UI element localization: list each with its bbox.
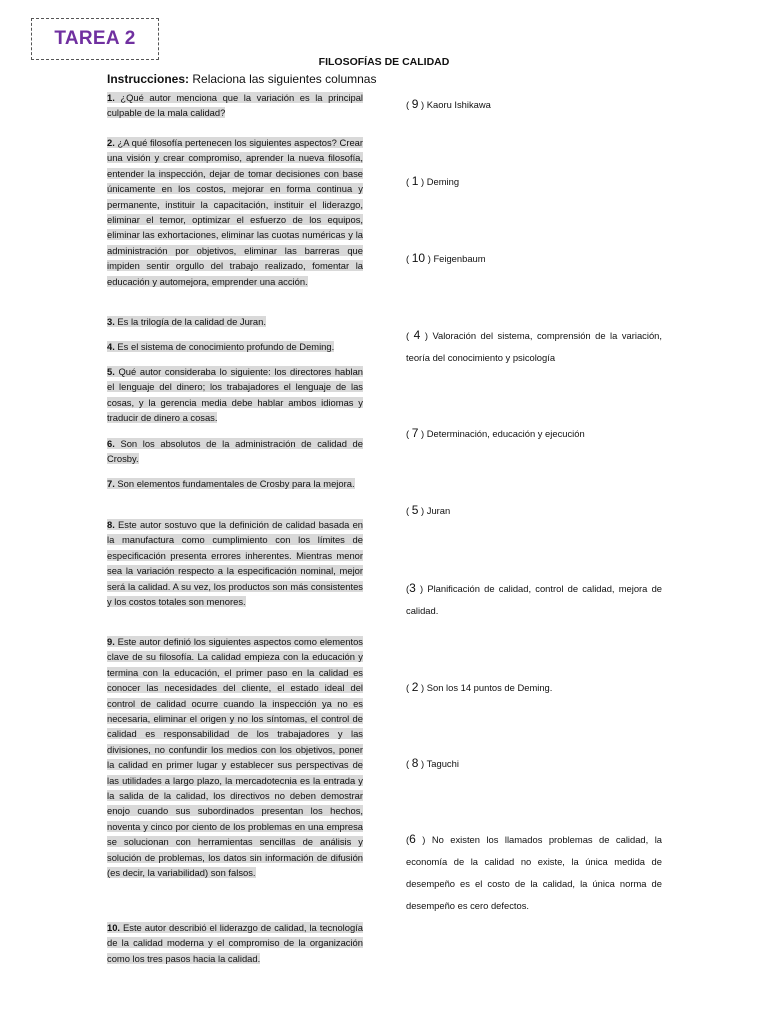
answer-10 xyxy=(406,828,662,917)
answer-paren-open: ( xyxy=(406,583,410,594)
question-8 xyxy=(107,517,363,609)
answer-7 xyxy=(406,577,662,622)
question-text: Son elementos fundamentales de Crosby para la mejora. xyxy=(114,478,355,489)
answer-paren-close: ) xyxy=(418,176,427,187)
answer-3 xyxy=(406,247,662,270)
answer-5 xyxy=(406,422,662,445)
answer-number: 2 xyxy=(411,680,419,694)
answer-text: Taguchi xyxy=(426,758,459,769)
answer-paren-close: ) xyxy=(418,99,427,110)
question-text: Este autor describió el liderazgo de calidad, la tecnología de la calidad moderna y el compromiso de la organización como los tres pasos hacia la calidad. xyxy=(107,922,363,964)
question-number: 8. xyxy=(107,519,115,530)
question-text: Este autor sostuvo que la definición de calidad basada en la manufactura como cumplimiento con los límites de especificación presenta errores inherentes. Mientras menor sea la variación respecto a la especificación nominal, mejor será la calidad. A su vez, los productos son más consistentes y los costos totales son menores. xyxy=(107,519,363,608)
answer-number: 5 xyxy=(411,503,419,517)
answer-text: Son los 14 puntos de Deming. xyxy=(426,682,553,693)
question-4 xyxy=(107,339,363,354)
answer-number: 4 xyxy=(413,328,421,342)
answer-paren-open: ( xyxy=(406,834,410,845)
question-number: 9. xyxy=(107,636,115,647)
answer-number: 7 xyxy=(411,426,419,440)
answer-number: 3 xyxy=(409,581,416,595)
question-2 xyxy=(107,135,363,289)
answer-8 xyxy=(406,676,662,699)
answer-paren-open: ( xyxy=(406,99,412,110)
question-5 xyxy=(107,364,363,426)
answer-paren-open: ( xyxy=(406,428,412,439)
answer-paren-open: ( xyxy=(406,682,412,693)
question-number: 1. xyxy=(107,92,115,103)
answer-paren-close: ) xyxy=(415,583,428,594)
answer-6 xyxy=(406,499,662,522)
answer-2 xyxy=(406,170,662,193)
answer-paren-close: ) xyxy=(425,253,434,264)
answer-number: 6 xyxy=(409,832,416,846)
question-3 xyxy=(107,314,363,329)
question-number: 7. xyxy=(107,478,115,489)
answer-number: 1 xyxy=(411,174,419,188)
answer-paren-close: ) xyxy=(418,682,427,693)
question-9 xyxy=(107,634,363,881)
answer-paren-close: ) xyxy=(420,330,433,341)
question-text: Qué autor consideraba lo siguiente: los directores hablan el lenguaje del dinero; los trabajadores el lenguaje de las cosas, y la gerencia media debe hablar ambos idiomas y traducir de dinero a cosas. xyxy=(107,366,363,424)
answer-9 xyxy=(406,752,662,775)
question-6 xyxy=(107,436,363,467)
answer-text: Valoración del sistema, comprensión de la variación, teoría del conocimiento y psicología xyxy=(406,330,662,363)
tarea-badge xyxy=(31,18,159,60)
question-text: Este autor definió los siguientes aspectos como elementos clave de su filosofía. La calidad empieza con la educación y termina con la educación, el primer paso en la calidad es conocer las necesidades del cliente, el estado ideal del control de calidad ocurre cuando la inspección ya no es necesaria, eliminar el origen y no los síntomas, el control de calidad es responsabilidad de los trabajadores y las divisiones, no confundir los medios con los objetivos, poner la calidad en primer lugar y establecer sus perspectivas de las utilidades a largo plazo, la mercadotecnia es la entrada y la salida de la calidad, los directivos no deben demostrar enojo cuando sus subordinados presentan los hechos, noventa y cinco por ciento de los problemas en una empresa se solucionan con herramientas sencillas de análisis y solución de problemas, los datos sin información de difusión (es decir, la variabilidad) son falsos. xyxy=(107,636,363,879)
question-text: ¿A qué filosofía pertenecen los siguientes aspectos? Crear una visión y crear compromiso, aprender la nueva filosofía, entender la inspección, dejar de tomar decisiones con base únicamente en los costos, mejorar en forma continua y permanente, instituir la capacitación, instituir el liderazgo, eliminar el temor, optimizar el esfuerzo de los equipos, eliminar las exhortaciones, eliminar las cuotas numéricas y la administración por objetivos, eliminar las barreras que impiden sentir orgullo del trabajo realizado, fomentar la educación y automejora, emprender una acción. xyxy=(107,137,363,287)
answer-paren-close: ) xyxy=(415,834,432,845)
answer-paren-close: ) xyxy=(418,428,427,439)
question-number: 10. xyxy=(107,922,121,933)
answer-text: Kaoru Ishikawa xyxy=(426,99,491,110)
question-number: 3. xyxy=(107,316,115,327)
question-text: Son los absolutos de la administración de calidad de Crosby. xyxy=(107,438,363,465)
question-number: 5. xyxy=(107,366,115,377)
answer-text: Deming xyxy=(426,176,460,187)
answer-paren-open: ( xyxy=(406,758,412,769)
answer-paren-open: ( xyxy=(406,253,412,264)
answer-text: Determinación, educación y ejecución xyxy=(426,428,585,439)
document-title: FILOSOFÍAS DE CALIDAD xyxy=(318,56,450,68)
answer-text: Planificación de calidad, control de calidad, mejora de calidad. xyxy=(406,583,662,616)
tarea-label: TAREA 2 xyxy=(54,28,136,49)
instructions-label: Instrucciones: xyxy=(107,72,190,86)
answer-paren-open: ( xyxy=(406,505,412,516)
answer-paren-close: ) xyxy=(418,505,427,516)
instructions xyxy=(107,72,376,86)
answer-paren-open: ( xyxy=(406,330,414,341)
question-number: 2. xyxy=(107,137,115,148)
answer-text: Feigenbaum xyxy=(433,253,486,264)
answer-1 xyxy=(406,93,662,116)
question-10 xyxy=(107,920,363,966)
answer-paren-close: ) xyxy=(418,758,427,769)
question-7 xyxy=(107,476,363,491)
answer-text: No existen los llamados problemas de calidad, la economía de la calidad no existe, la única medida de desempeño es el costo de la calidad, la única norma de desempeño es cero defectos. xyxy=(406,834,662,911)
answer-paren-open: ( xyxy=(406,176,412,187)
answer-number: 8 xyxy=(411,756,419,770)
question-text: ¿Qué autor menciona que la variación es la principal culpable de la mala calidad? xyxy=(107,92,363,119)
instructions-text: Relaciona las siguientes columnas xyxy=(189,72,377,86)
answer-number: 10 xyxy=(411,251,426,265)
answer-text: Juran xyxy=(426,505,451,516)
question-number: 6. xyxy=(107,438,115,449)
answer-4 xyxy=(406,324,662,369)
question-number: 4. xyxy=(107,341,115,352)
question-text: Es la trilogía de la calidad de Juran. xyxy=(114,316,266,327)
question-text: Es el sistema de conocimiento profundo de Deming. xyxy=(114,341,335,352)
answer-number: 9 xyxy=(411,97,419,111)
question-1 xyxy=(107,90,363,121)
